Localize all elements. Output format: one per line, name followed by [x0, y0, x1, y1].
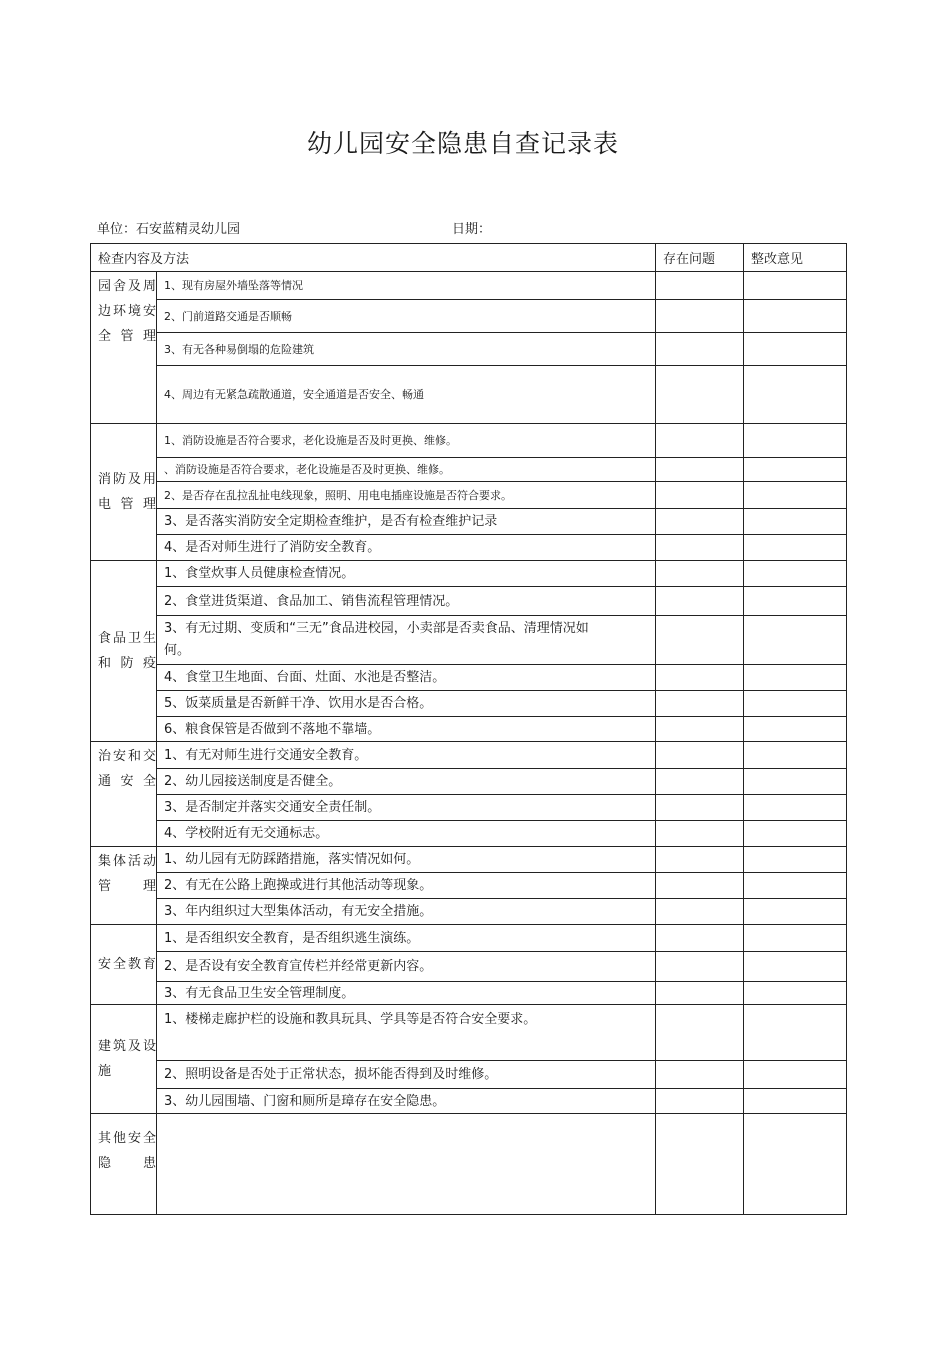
table-row — [91, 873, 847, 899]
problem-cell[interactable] — [656, 366, 744, 424]
problem-cell[interactable] — [656, 821, 744, 847]
header-row — [91, 244, 847, 272]
table-row — [91, 587, 847, 616]
unit-label: 单位：石安蓝精灵幼儿园 — [97, 222, 241, 237]
problem-cell[interactable] — [656, 873, 744, 899]
inspection-table — [90, 243, 847, 1215]
problem-cell[interactable] — [656, 300, 744, 333]
problem-cell[interactable] — [656, 1114, 744, 1215]
remedy-cell[interactable] — [744, 925, 847, 952]
table-row — [91, 535, 847, 561]
problem-cell[interactable] — [656, 769, 744, 795]
table-row — [91, 691, 847, 717]
remedy-cell[interactable] — [744, 366, 847, 424]
check-item: 4、食堂卫生地面、台面、灶面、水池是否整洁。 — [157, 665, 656, 691]
remedy-cell[interactable] — [744, 873, 847, 899]
table-row — [91, 1114, 847, 1215]
table-row — [91, 424, 847, 458]
check-item: 1、是否组织安全教育，是否组织逃生演练。 — [157, 925, 656, 952]
header-problem: 存在问题 — [656, 244, 744, 272]
check-item: 3、幼儿园围墙、门窗和厕所是璋存在安全隐患。 — [157, 1089, 656, 1114]
problem-cell[interactable] — [656, 691, 744, 717]
problem-cell[interactable] — [656, 272, 744, 300]
document-title: 幼儿园安全隐患自查记录表 — [306, 129, 619, 158]
table-row — [91, 925, 847, 952]
check-item: 3、有无食品卫生安全管理制度。 — [157, 982, 656, 1005]
table-row — [91, 847, 847, 873]
problem-cell[interactable] — [656, 1061, 744, 1089]
remedy-cell[interactable] — [744, 1114, 847, 1215]
problem-cell[interactable] — [656, 952, 744, 982]
remedy-cell[interactable] — [744, 272, 847, 300]
check-item: 2、门前道路交通是否顺畅 — [157, 300, 656, 333]
category-cell: 治安和交通安全 — [91, 742, 157, 847]
problem-cell[interactable] — [656, 925, 744, 952]
remedy-cell[interactable] — [744, 458, 847, 482]
check-item: 2、是否设有安全教育宣传栏并经常更新内容。 — [157, 952, 656, 982]
check-item: 1、有无对师生进行交通安全教育。 — [157, 742, 656, 769]
problem-cell[interactable] — [656, 795, 744, 821]
table-row — [91, 300, 847, 333]
table-row — [91, 795, 847, 821]
check-item[interactable] — [157, 1114, 656, 1215]
table-row — [91, 1061, 847, 1089]
problem-cell[interactable] — [656, 899, 744, 925]
problem-cell[interactable] — [656, 587, 744, 616]
remedy-cell[interactable] — [744, 333, 847, 366]
table-row — [91, 509, 847, 535]
problem-cell[interactable] — [656, 561, 744, 587]
problem-cell[interactable] — [656, 847, 744, 873]
check-item: 6、粮食保管是否做到不落地不靠墙。 — [157, 717, 656, 742]
problem-cell[interactable] — [656, 424, 744, 458]
check-item: 3、年内组织过大型集体活动，有无安全措施。 — [157, 899, 656, 925]
check-item: 1、幼儿园有无防踩踏措施，落实情况如何。 — [157, 847, 656, 873]
category-cell: 建筑及设施 — [91, 1005, 157, 1114]
check-item: 3、有无过期、变质和“三无”食品进校园，小卖部是否卖食品、清理情况如何。 — [157, 616, 656, 665]
remedy-cell[interactable] — [744, 561, 847, 587]
remedy-cell[interactable] — [744, 717, 847, 742]
problem-cell[interactable] — [656, 1005, 744, 1061]
category-cell: 安全教育 — [91, 925, 157, 1005]
check-item: 、消防设施是否符合要求，老化设施是否及时更换、维修。 — [157, 458, 656, 482]
remedy-cell[interactable] — [744, 1089, 847, 1114]
remedy-cell[interactable] — [744, 899, 847, 925]
category-cell: 食品卫生和防疫 — [91, 561, 157, 742]
check-item: 1、楼梯走廊护栏的设施和教具玩具、学具等是否符合安全要求。 — [157, 1005, 656, 1061]
table-row — [91, 333, 847, 366]
table-row — [91, 769, 847, 795]
table-row — [91, 616, 847, 665]
remedy-cell[interactable] — [744, 1005, 847, 1061]
table-row — [91, 742, 847, 769]
remedy-cell[interactable] — [744, 769, 847, 795]
problem-cell[interactable] — [656, 742, 744, 769]
check-item: 3、是否制定并落实交通安全责任制。 — [157, 795, 656, 821]
table-row — [91, 1089, 847, 1114]
problem-cell[interactable] — [656, 717, 744, 742]
table-row — [91, 899, 847, 925]
date-label: 日期： — [452, 222, 492, 237]
check-item: 4、是否对师生进行了消防安全教育。 — [157, 535, 656, 561]
check-item: 5、饭菜质量是否新鲜干净、饮用水是否合格。 — [157, 691, 656, 717]
remedy-cell[interactable] — [744, 742, 847, 769]
remedy-cell[interactable] — [744, 482, 847, 509]
remedy-cell[interactable] — [744, 982, 847, 1005]
check-item: 4、学校附近有无交通标志。 — [157, 821, 656, 847]
check-item: 1、现有房屋外墙坠落等情况 — [157, 272, 656, 300]
table-row — [91, 982, 847, 1005]
problem-cell[interactable] — [656, 509, 744, 535]
check-item: 1、食堂炊事人员健康检查情况。 — [157, 561, 656, 587]
check-item: 1、消防设施是否符合要求，老化设施是否及时更换、维修。 — [157, 424, 656, 458]
category-cell: 消防及用电管理 — [91, 424, 157, 561]
table-row — [91, 952, 847, 982]
check-item: 3、有无各种易倒塌的危险建筑 — [157, 333, 656, 366]
remedy-cell[interactable] — [744, 587, 847, 616]
remedy-cell[interactable] — [744, 665, 847, 691]
remedy-cell[interactable] — [744, 847, 847, 873]
problem-cell[interactable] — [656, 458, 744, 482]
header-content: 检查内容及方法 — [91, 244, 656, 272]
remedy-cell[interactable] — [744, 300, 847, 333]
remedy-cell[interactable] — [744, 535, 847, 561]
category-cell: 园舍及周边环境安全管理 — [91, 272, 157, 424]
category-cell: 其他安全隐患 — [91, 1114, 157, 1215]
problem-cell[interactable] — [656, 535, 744, 561]
table-row — [91, 272, 847, 300]
table-row — [91, 366, 847, 424]
check-item: 2、有无在公路上跑操或进行其他活动等现象。 — [157, 873, 656, 899]
remedy-cell[interactable] — [744, 1061, 847, 1089]
problem-cell[interactable] — [656, 616, 744, 665]
table-row — [91, 717, 847, 742]
table-row — [91, 821, 847, 847]
remedy-cell[interactable] — [744, 952, 847, 982]
check-item: 2、是否存在乱拉乱扯电线现象，照明、用电电插座设施是否符合要求。 — [157, 482, 656, 509]
remedy-cell[interactable] — [744, 821, 847, 847]
check-item: 2、幼儿园接送制度是否健全。 — [157, 769, 656, 795]
remedy-cell[interactable] — [744, 691, 847, 717]
remedy-cell[interactable] — [744, 424, 847, 458]
table-row — [91, 1005, 847, 1061]
problem-cell[interactable] — [656, 1089, 744, 1114]
problem-cell[interactable] — [656, 982, 744, 1005]
check-item: 3、是否落实消防安全定期检查维护，是否有检查维护记录 — [157, 509, 656, 535]
check-item: 2、食堂进货渠道、食品加工、销售流程管理情况。 — [157, 587, 656, 616]
table-row — [91, 482, 847, 509]
header-remedy: 整改意见 — [744, 244, 847, 272]
remedy-cell[interactable] — [744, 616, 847, 665]
problem-cell[interactable] — [656, 482, 744, 509]
table-row — [91, 561, 847, 587]
check-item: 4、周边有无紧急疏散通道，安全通道是否安全、畅通 — [157, 366, 656, 424]
remedy-cell[interactable] — [744, 509, 847, 535]
check-item: 2、照明设备是否处于正常状态，损坏能否得到及时维修。 — [157, 1061, 656, 1089]
table-row — [91, 665, 847, 691]
category-cell: 集体活动管理 — [91, 847, 157, 925]
table-row — [91, 458, 847, 482]
problem-cell[interactable] — [656, 333, 744, 366]
problem-cell[interactable] — [656, 665, 744, 691]
remedy-cell[interactable] — [744, 795, 847, 821]
header-meta — [97, 218, 492, 237]
